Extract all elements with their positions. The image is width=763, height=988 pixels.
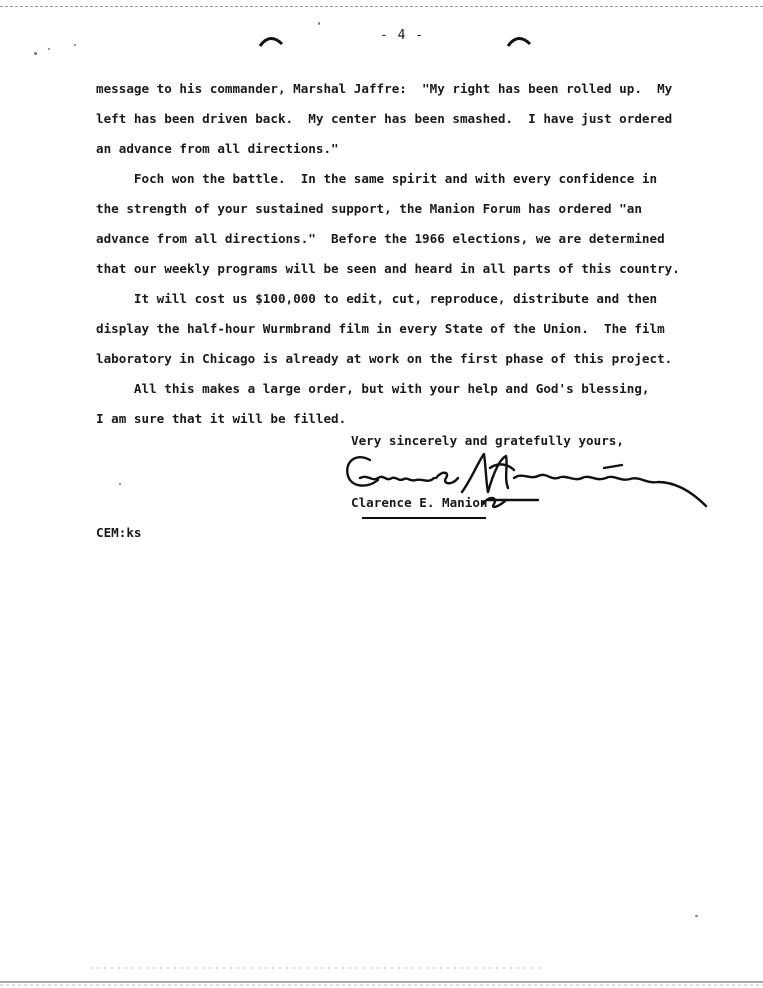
body-line: I am sure that it will be filled. bbox=[96, 411, 347, 426]
body-line: All this makes a large order, but with your help and God's blessing, bbox=[96, 381, 650, 396]
body-line: It will cost us $100,000 to edit, cut, reproduce, distribute and then bbox=[96, 291, 658, 306]
punch-mark-left bbox=[258, 32, 284, 48]
page-number: - 4 - bbox=[380, 28, 425, 43]
page-bottom-edge bbox=[0, 964, 763, 988]
punch-mark-right bbox=[506, 32, 532, 48]
page-top-edge bbox=[0, 6, 763, 7]
body-line: Foch won the battle. In the same spirit and with every confidence in bbox=[96, 171, 658, 186]
signature-rule bbox=[360, 514, 490, 522]
typist-initials: CEM:ks bbox=[96, 525, 142, 540]
scan-speck bbox=[318, 22, 320, 25]
scan-speck bbox=[695, 915, 698, 917]
scan-speck bbox=[119, 483, 121, 485]
scan-speck bbox=[34, 52, 37, 55]
letter-body bbox=[96, 74, 680, 434]
signer-name: Clarence E. Manion bbox=[351, 495, 488, 510]
body-line: that our weekly programs will be seen and heard in all parts of this country. bbox=[96, 261, 680, 276]
body-line: laboratory in Chicago is already at work on the first phase of this project. bbox=[96, 351, 673, 366]
body-line: message to his commander, Marshal Jaffre: "My right has been rolled up. My bbox=[96, 81, 673, 96]
scan-speck bbox=[74, 44, 76, 46]
scan-speck bbox=[48, 48, 50, 50]
body-line: an advance from all directions." bbox=[96, 141, 339, 156]
body-line: left has been driven back. My center has been smashed. I have just ordered bbox=[96, 111, 673, 126]
body-line: advance from all directions." Before the 1966 elections, we are determined bbox=[96, 231, 665, 246]
body-line: display the half-hour Wurmbrand film in every State of the Union. The film bbox=[96, 321, 665, 336]
closing-salutation: Very sincerely and gratefully yours, bbox=[351, 433, 624, 448]
body-line: the strength of your sustained support, the Manion Forum has ordered "an bbox=[96, 201, 642, 216]
